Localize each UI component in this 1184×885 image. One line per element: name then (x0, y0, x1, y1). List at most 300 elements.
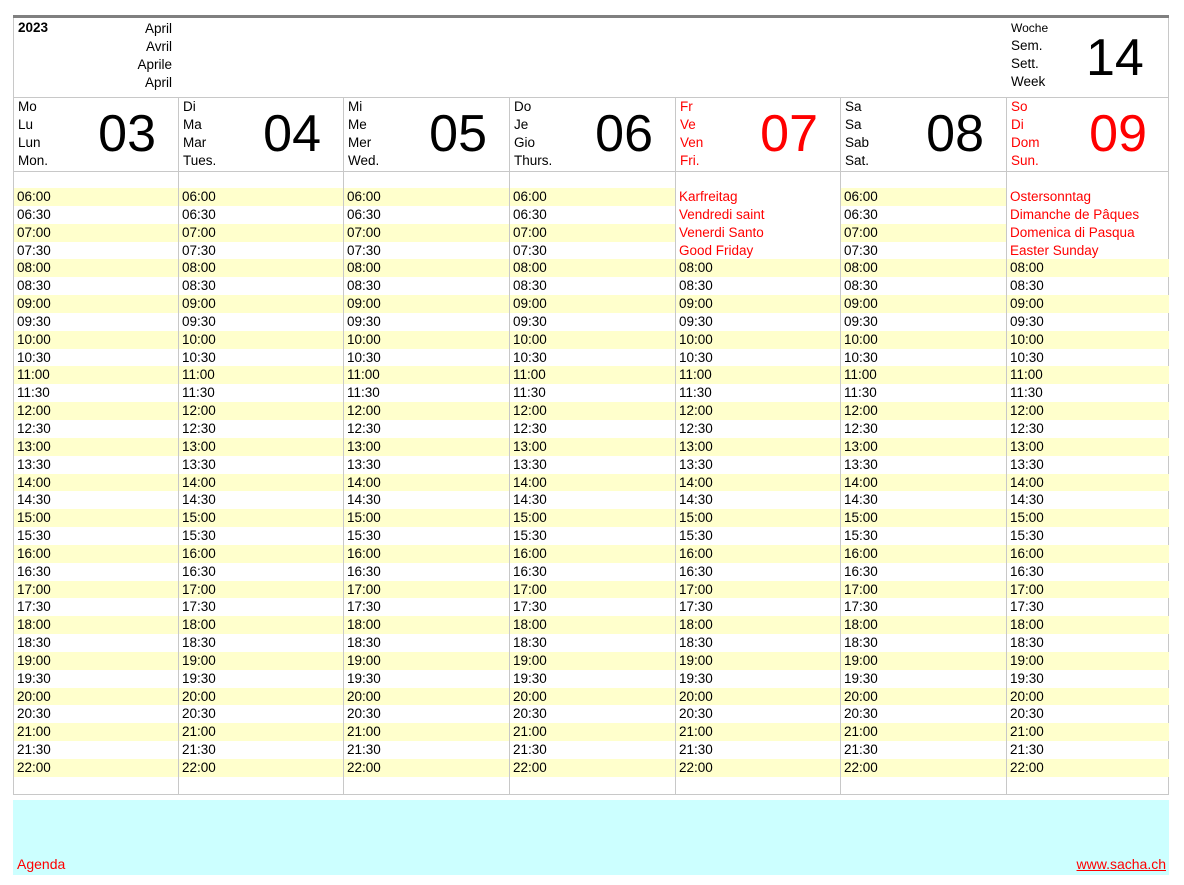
day-name: Dom (1011, 135, 1040, 150)
time-slot[interactable]: 06:30 (347, 206, 381, 222)
time-slot[interactable]: 14:30 (347, 492, 381, 508)
time-slot[interactable]: 12:30 (679, 420, 713, 436)
time-slots (510, 188, 675, 777)
day-number: 07 (760, 105, 818, 163)
day-name: Mi (348, 99, 363, 114)
time-slots (344, 188, 509, 777)
time-slot[interactable]: 07:00 (510, 224, 675, 242)
time-slot[interactable]: 16:30 (17, 563, 51, 579)
time-slot[interactable]: 13:00 (841, 438, 1006, 456)
time-slot[interactable]: 21:00 (510, 723, 675, 741)
time-slot[interactable]: 18:30 (844, 635, 878, 651)
time-slot[interactable]: 19:30 (1010, 670, 1044, 686)
time-slot[interactable]: 08:00 (510, 259, 675, 277)
time-slot[interactable]: 09:00 (179, 295, 343, 313)
time-slot[interactable]: 07:30 (17, 242, 51, 258)
day-name: Sa (845, 117, 862, 132)
time-slot[interactable]: 09:00 (14, 295, 178, 313)
time-slot[interactable]: 06:00 (510, 188, 675, 206)
time-slot[interactable]: 09:30 (182, 313, 216, 329)
month-name-fr: Avril (145, 39, 172, 54)
time-slot[interactable]: 22:00 (676, 759, 840, 777)
time-slot[interactable]: 06:30 (513, 206, 547, 222)
time-slot[interactable]: 13:00 (344, 438, 509, 456)
time-slot[interactable]: 16:30 (1010, 563, 1044, 579)
time-slot[interactable]: 13:00 (179, 438, 343, 456)
day-header (841, 98, 1006, 172)
time-slot[interactable]: 09:30 (513, 313, 547, 329)
time-slot[interactable]: 19:00 (841, 652, 1006, 670)
time-slot[interactable]: 09:00 (510, 295, 675, 313)
time-slot[interactable]: 21:30 (17, 742, 51, 758)
time-slot[interactable]: 11:00 (676, 366, 840, 384)
time-slot[interactable]: 17:00 (510, 581, 675, 599)
time-slot[interactable]: 21:30 (679, 742, 713, 758)
time-slot[interactable]: 07:30 (347, 242, 381, 258)
time-slot[interactable]: 06:00 (179, 188, 343, 206)
day-name: Ve (680, 117, 696, 132)
time-slot[interactable]: 08:00 (676, 259, 840, 277)
time-slot[interactable]: 16:00 (1007, 545, 1169, 563)
time-slot[interactable]: 12:00 (676, 402, 840, 420)
day-names (1011, 98, 1040, 170)
time-slot[interactable]: 06:00 (14, 188, 178, 206)
time-slot[interactable]: 18:00 (676, 616, 840, 634)
time-slot[interactable]: 13:30 (182, 456, 216, 472)
time-slot[interactable]: 09:00 (1007, 295, 1169, 313)
time-slot[interactable]: 13:00 (676, 438, 840, 456)
holiday-name[interactable]: Vendredi saint (679, 206, 765, 222)
time-slot[interactable]: 16:30 (182, 563, 216, 579)
day-name: Fri. (680, 153, 700, 168)
holiday-name[interactable]: Ostersonntag (1010, 189, 1092, 204)
day-number: 06 (595, 105, 653, 163)
time-slot[interactable]: 18:30 (513, 635, 547, 651)
time-slot[interactable]: 15:30 (513, 528, 547, 544)
time-slot[interactable]: 11:00 (14, 366, 178, 384)
time-slot[interactable]: 15:00 (14, 509, 178, 527)
day-column (510, 98, 676, 795)
time-slot[interactable]: 09:00 (841, 295, 1006, 313)
day-name: Mar (183, 135, 207, 150)
time-slot[interactable]: 20:30 (679, 706, 713, 722)
day-header (676, 98, 840, 172)
time-slot[interactable]: 13:30 (513, 456, 547, 472)
time-slot[interactable]: 06:30 (17, 206, 51, 222)
time-slot[interactable]: 20:30 (513, 706, 547, 722)
time-slots (841, 188, 1006, 777)
time-slot[interactable]: 16:00 (344, 545, 509, 563)
time-slot[interactable]: 10:30 (1010, 349, 1044, 365)
time-slot[interactable]: 20:30 (347, 706, 381, 722)
time-slot[interactable]: 18:00 (841, 616, 1006, 634)
time-slot[interactable]: 11:30 (1010, 385, 1043, 401)
time-slot[interactable]: 11:00 (510, 366, 675, 384)
time-slot[interactable]: 13:00 (510, 438, 675, 456)
time-slot[interactable]: 15:30 (1010, 528, 1044, 544)
time-slot[interactable]: 12:30 (844, 420, 878, 436)
day-number: 08 (926, 105, 984, 163)
holiday-name[interactable]: Dimanche de Pâques (1010, 206, 1140, 222)
time-slot[interactable]: 08:30 (347, 278, 381, 294)
time-slot[interactable]: 21:30 (347, 742, 381, 758)
time-slot[interactable]: 14:30 (513, 492, 547, 508)
time-slot[interactable]: 06:00 (344, 188, 509, 206)
day-name: Wed. (348, 153, 380, 168)
time-slot[interactable]: 15:00 (1007, 509, 1169, 527)
time-slot[interactable]: 07:00 (841, 224, 1006, 242)
time-slot[interactable]: 19:30 (844, 670, 878, 686)
day-names (18, 98, 48, 170)
time-slot[interactable]: 20:30 (17, 706, 51, 722)
time-slot[interactable]: 14:30 (679, 492, 713, 508)
footer-notes-area[interactable] (13, 800, 1169, 875)
time-slot[interactable]: 19:00 (344, 652, 509, 670)
time-slot[interactable]: 12:00 (841, 402, 1006, 420)
time-slot[interactable]: 14:00 (1007, 474, 1169, 492)
time-slot[interactable]: 19:30 (679, 670, 713, 686)
time-slot[interactable]: 14:00 (510, 474, 675, 492)
month-name-it: Aprile (137, 57, 172, 72)
time-slot[interactable]: 17:30 (17, 599, 51, 615)
time-slot[interactable]: 13:30 (17, 456, 51, 472)
week-label: Woche (1011, 21, 1049, 35)
week-name-en: Week (1011, 74, 1046, 89)
time-slot[interactable]: 08:00 (14, 259, 178, 277)
time-slot[interactable]: 19:00 (510, 652, 675, 670)
time-slot[interactable]: 09:30 (844, 313, 878, 329)
time-slot[interactable]: 14:30 (844, 492, 878, 508)
time-slot[interactable]: 12:00 (179, 402, 343, 420)
time-slot[interactable]: 10:30 (513, 349, 547, 365)
time-slot[interactable]: 10:00 (14, 331, 178, 349)
time-slot[interactable]: 16:00 (179, 545, 343, 563)
time-slot[interactable]: 08:00 (179, 259, 343, 277)
time-slot[interactable]: 21:00 (14, 723, 178, 741)
time-slot[interactable]: 11:30 (17, 385, 50, 401)
time-slot[interactable]: 19:00 (14, 652, 178, 670)
time-slot[interactable]: 17:00 (344, 581, 509, 599)
time-slot[interactable]: 08:30 (1010, 278, 1044, 294)
day-name: Lu (18, 117, 34, 132)
time-slot[interactable]: 08:30 (17, 278, 51, 294)
day-names (680, 98, 703, 170)
time-slot[interactable]: 17:00 (1007, 581, 1169, 599)
time-slot[interactable]: 16:30 (513, 563, 547, 579)
time-slot[interactable]: 21:30 (1010, 742, 1044, 758)
time-slot[interactable]: 07:30 (844, 242, 878, 258)
time-slot[interactable]: 15:30 (182, 528, 216, 544)
time-slot[interactable]: 18:00 (510, 616, 675, 634)
day-name: Di (183, 99, 196, 114)
time-slot[interactable]: 14:30 (17, 492, 51, 508)
time-slot[interactable]: 18:30 (182, 635, 216, 651)
time-slot[interactable]: 19:00 (1007, 652, 1169, 670)
time-slot[interactable]: 22:00 (841, 759, 1006, 777)
time-slot[interactable]: 08:30 (844, 278, 878, 294)
day-name: Fr (680, 99, 693, 114)
day-name: Sat. (845, 153, 870, 168)
time-slot[interactable]: 08:30 (513, 278, 547, 294)
time-slot[interactable]: 21:00 (676, 723, 840, 741)
week-number: 14 (1086, 29, 1144, 87)
time-slot[interactable]: 11:00 (841, 366, 1006, 384)
day-name: Ven (680, 135, 704, 150)
day-column (1007, 98, 1169, 795)
time-slot[interactable]: 17:00 (14, 581, 178, 599)
time-slot[interactable]: 16:00 (510, 545, 675, 563)
day-number: 04 (263, 105, 321, 163)
time-slot[interactable]: 20:30 (844, 706, 878, 722)
day-name: Gio (514, 135, 536, 150)
day-name: Sun. (1011, 153, 1039, 168)
time-slot[interactable]: 14:30 (1010, 492, 1044, 508)
time-slot[interactable]: 07:30 (182, 242, 216, 258)
time-slot[interactable]: 16:00 (14, 545, 178, 563)
time-slot[interactable]: 20:00 (676, 688, 840, 706)
time-slot[interactable]: 20:30 (182, 706, 216, 722)
time-slot[interactable]: 18:00 (1007, 616, 1169, 634)
time-slot[interactable]: 14:00 (676, 474, 840, 492)
agenda-label: Agenda (17, 856, 66, 872)
time-slots (676, 188, 840, 777)
time-slot[interactable]: 14:00 (841, 474, 1006, 492)
time-slot[interactable]: 19:00 (676, 652, 840, 670)
time-slot[interactable]: 17:00 (676, 581, 840, 599)
time-slot[interactable]: 12:30 (182, 420, 216, 436)
time-slot[interactable]: 18:30 (347, 635, 381, 651)
time-slot[interactable]: 12:30 (513, 420, 547, 436)
time-slot[interactable]: 11:30 (347, 385, 380, 401)
time-slot[interactable]: 07:00 (344, 224, 509, 242)
time-slot[interactable]: 10:00 (344, 331, 509, 349)
time-slot[interactable]: 15:30 (679, 528, 713, 544)
month-name-de: April (144, 21, 172, 36)
day-names (348, 98, 379, 170)
time-slot[interactable]: 19:00 (179, 652, 343, 670)
time-slot[interactable]: 08:30 (679, 278, 713, 294)
time-slot[interactable]: 18:30 (1010, 635, 1044, 651)
time-slot[interactable]: 13:30 (1010, 456, 1044, 472)
time-slot[interactable]: 10:00 (179, 331, 343, 349)
time-slot[interactable]: 22:00 (510, 759, 675, 777)
time-slot[interactable]: 18:00 (14, 616, 178, 634)
time-slot[interactable]: 11:30 (182, 385, 215, 401)
time-slot[interactable]: 21:00 (344, 723, 509, 741)
time-slot[interactable]: 08:30 (182, 278, 216, 294)
day-header (510, 98, 675, 172)
time-slot[interactable]: 09:30 (1010, 313, 1044, 329)
time-slot[interactable]: 21:00 (841, 723, 1006, 741)
time-slot[interactable]: 17:30 (513, 599, 547, 615)
day-name: Tues. (183, 153, 217, 168)
week-planner-sheet (13, 18, 1169, 795)
time-slot[interactable]: 06:30 (844, 206, 878, 222)
time-slot[interactable]: 07:00 (179, 224, 343, 242)
time-slot[interactable]: 22:00 (344, 759, 509, 777)
time-slot[interactable]: 20:00 (1007, 688, 1169, 706)
time-slot[interactable]: 11:30 (513, 385, 546, 401)
time-slot[interactable]: 19:30 (513, 670, 547, 686)
time-slot[interactable]: 18:30 (679, 635, 713, 651)
time-slot[interactable]: 10:00 (1007, 331, 1169, 349)
day-column (841, 98, 1007, 795)
holiday-name[interactable]: Good Friday (679, 242, 754, 258)
time-slot[interactable]: 12:00 (14, 402, 178, 420)
time-slot[interactable]: 09:30 (347, 313, 381, 329)
time-slot[interactable]: 16:30 (679, 563, 713, 579)
time-slot[interactable]: 18:00 (179, 616, 343, 634)
time-slot[interactable]: 20:30 (1010, 706, 1044, 722)
day-header (344, 98, 509, 172)
time-slot[interactable]: 07:00 (14, 224, 178, 242)
time-slot[interactable]: 17:00 (841, 581, 1006, 599)
time-slot[interactable]: 19:30 (347, 670, 381, 686)
day-name: Sab (845, 135, 870, 150)
time-slot[interactable]: 17:30 (1010, 599, 1044, 615)
website-link[interactable]: www.sacha.ch (1076, 856, 1166, 872)
time-slot[interactable]: 10:30 (182, 349, 216, 365)
time-slot[interactable]: 20:00 (14, 688, 178, 706)
time-slot[interactable]: 12:00 (1007, 402, 1169, 420)
time-slot[interactable]: 08:00 (1007, 259, 1169, 277)
time-slot[interactable]: 20:00 (841, 688, 1006, 706)
time-slot[interactable]: 08:00 (344, 259, 509, 277)
time-slot[interactable]: 10:30 (347, 349, 381, 365)
time-slot[interactable]: 10:30 (844, 349, 878, 365)
time-slots (14, 188, 178, 777)
time-slot[interactable]: 20:00 (344, 688, 509, 706)
time-slot[interactable]: 14:30 (182, 492, 216, 508)
time-slot[interactable]: 21:30 (182, 742, 216, 758)
time-slot[interactable]: 10:00 (510, 331, 675, 349)
time-slot[interactable]: 20:00 (510, 688, 675, 706)
day-number: 09 (1089, 105, 1147, 163)
day-names (514, 98, 552, 170)
day-name: Sa (845, 99, 862, 114)
time-slot[interactable]: 15:00 (179, 509, 343, 527)
time-slot[interactable]: 22:00 (14, 759, 178, 777)
time-slot[interactable]: 15:00 (841, 509, 1006, 527)
time-slot[interactable]: 18:30 (17, 635, 51, 651)
day-names (845, 98, 869, 170)
time-slot[interactable]: 06:00 (841, 188, 1006, 206)
week-name-fr: Sem. (1011, 38, 1043, 53)
time-slot[interactable]: 15:00 (510, 509, 675, 527)
holiday-name[interactable]: Easter Sunday (1010, 242, 1099, 258)
time-slot[interactable]: 11:30 (844, 385, 877, 401)
time-slot[interactable]: 22:00 (179, 759, 343, 777)
time-slot[interactable]: 17:00 (179, 581, 343, 599)
time-slot[interactable]: 06:30 (182, 206, 216, 222)
time-slot[interactable]: 15:00 (676, 509, 840, 527)
day-names (183, 98, 216, 170)
day-column (676, 98, 841, 795)
time-slot[interactable]: 21:00 (1007, 723, 1169, 741)
time-slot[interactable]: 10:00 (841, 331, 1006, 349)
time-slot[interactable]: 16:30 (347, 563, 381, 579)
day-name: Ma (183, 117, 202, 132)
day-name: Thurs. (514, 153, 553, 168)
time-slot[interactable]: 16:00 (841, 545, 1006, 563)
time-slot[interactable]: 13:30 (679, 456, 713, 472)
time-slot[interactable]: 19:30 (182, 670, 216, 686)
time-slot[interactable]: 14:00 (179, 474, 343, 492)
time-slot[interactable]: 21:30 (513, 742, 547, 758)
time-slot[interactable]: 11:00 (179, 366, 343, 384)
day-columns (14, 98, 1168, 795)
time-slot[interactable]: 07:30 (513, 242, 547, 258)
time-slot[interactable]: 10:30 (679, 349, 713, 365)
time-slot[interactable]: 21:00 (179, 723, 343, 741)
month-names (124, 20, 172, 92)
time-slot[interactable]: 17:30 (182, 599, 216, 615)
time-slot[interactable]: 15:30 (347, 528, 381, 544)
day-name: Me (348, 117, 367, 132)
day-column (179, 98, 344, 795)
day-number: 05 (429, 105, 487, 163)
time-slot[interactable]: 20:00 (179, 688, 343, 706)
time-slot[interactable]: 17:30 (347, 599, 381, 615)
time-slot[interactable]: 09:00 (676, 295, 840, 313)
time-slot[interactable]: 09:30 (679, 313, 713, 329)
time-slot[interactable]: 13:30 (347, 456, 381, 472)
time-slot[interactable]: 08:00 (841, 259, 1006, 277)
time-slot[interactable]: 22:00 (1007, 759, 1169, 777)
time-slot[interactable]: 16:00 (676, 545, 840, 563)
time-slot[interactable]: 13:00 (1007, 438, 1169, 456)
day-column (344, 98, 510, 795)
time-slot[interactable]: 09:00 (344, 295, 509, 313)
time-slot[interactable]: 12:30 (347, 420, 381, 436)
day-header (14, 98, 178, 172)
holiday-name[interactable]: Karfreitag (679, 189, 738, 204)
time-slot[interactable]: 12:00 (510, 402, 675, 420)
time-slot[interactable]: 09:30 (17, 313, 51, 329)
time-slot[interactable]: 15:30 (844, 528, 878, 544)
year-label: 2023 (18, 20, 49, 35)
day-header (1007, 98, 1169, 172)
time-slot[interactable]: 17:30 (679, 599, 713, 615)
time-slot[interactable]: 15:00 (344, 509, 509, 527)
time-slot[interactable]: 12:00 (344, 402, 509, 420)
time-slot[interactable]: 13:30 (844, 456, 878, 472)
time-slot[interactable]: 12:30 (17, 420, 51, 436)
time-slot[interactable]: 19:30 (17, 670, 51, 686)
time-slot[interactable]: 11:00 (1007, 366, 1169, 384)
week-name-it: Sett. (1011, 56, 1039, 71)
day-name: Di (1011, 117, 1024, 132)
time-slot[interactable]: 17:30 (844, 599, 878, 615)
planner-header (14, 18, 1168, 98)
time-slot[interactable]: 12:30 (1010, 420, 1044, 436)
time-slots (1007, 188, 1169, 777)
time-slot[interactable]: 10:00 (676, 331, 840, 349)
time-slot[interactable]: 10:30 (17, 349, 51, 365)
holiday-name[interactable]: Venerdi Santo (679, 224, 764, 240)
time-slot[interactable]: 11:00 (344, 366, 509, 384)
time-slot[interactable]: 13:00 (14, 438, 178, 456)
time-slot[interactable]: 14:00 (344, 474, 509, 492)
time-slot[interactable]: 21:30 (844, 742, 878, 758)
holiday-name[interactable]: Domenica di Pasqua (1010, 224, 1135, 240)
time-slot[interactable]: 15:30 (17, 528, 51, 544)
time-slot[interactable]: 16:30 (844, 563, 878, 579)
time-slots (179, 188, 343, 777)
time-slot[interactable]: 11:30 (679, 385, 712, 401)
time-slot[interactable]: 14:00 (14, 474, 178, 492)
time-slot[interactable]: 18:00 (344, 616, 509, 634)
